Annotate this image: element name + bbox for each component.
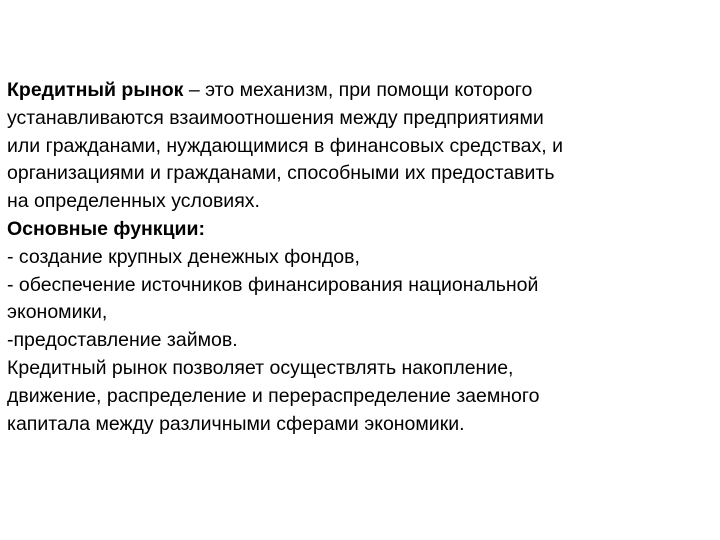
functions-item: - создание крупных денежных фондов, bbox=[7, 245, 360, 268]
definition-text: – это механизм, при помощи которого bbox=[183, 79, 533, 101]
functions-item: - обеспечение источников финансирования национальной bbox=[7, 273, 539, 296]
functions-heading: Основные функции: bbox=[7, 217, 206, 240]
functions-item: -предоставление займов. bbox=[7, 329, 238, 352]
definition-line-4: организациями и гражданами, способными их предоставить bbox=[7, 162, 555, 185]
definition-line-1 bbox=[7, 77, 713, 105]
definition-line-3: или гражданами, нуждающимися в финансовых средствах, и bbox=[7, 134, 563, 157]
summary-line-2: движение, распределение и перераспределение заемного bbox=[7, 384, 540, 407]
definition-line-2: устанавливаются взаимоотношения между предприятиями bbox=[7, 106, 544, 129]
definition-line-5: на определенных условиях. bbox=[7, 190, 260, 213]
summary-line-3: капитала между различными сферами экономики. bbox=[7, 412, 465, 435]
slide-text-body bbox=[7, 77, 713, 438]
functions-item-continuation: экономики, bbox=[7, 301, 108, 324]
definition-term: Кредитный рынок bbox=[7, 79, 184, 101]
summary-line-1: Кредитный рынок позволяет осуществлять накопление, bbox=[7, 356, 514, 379]
